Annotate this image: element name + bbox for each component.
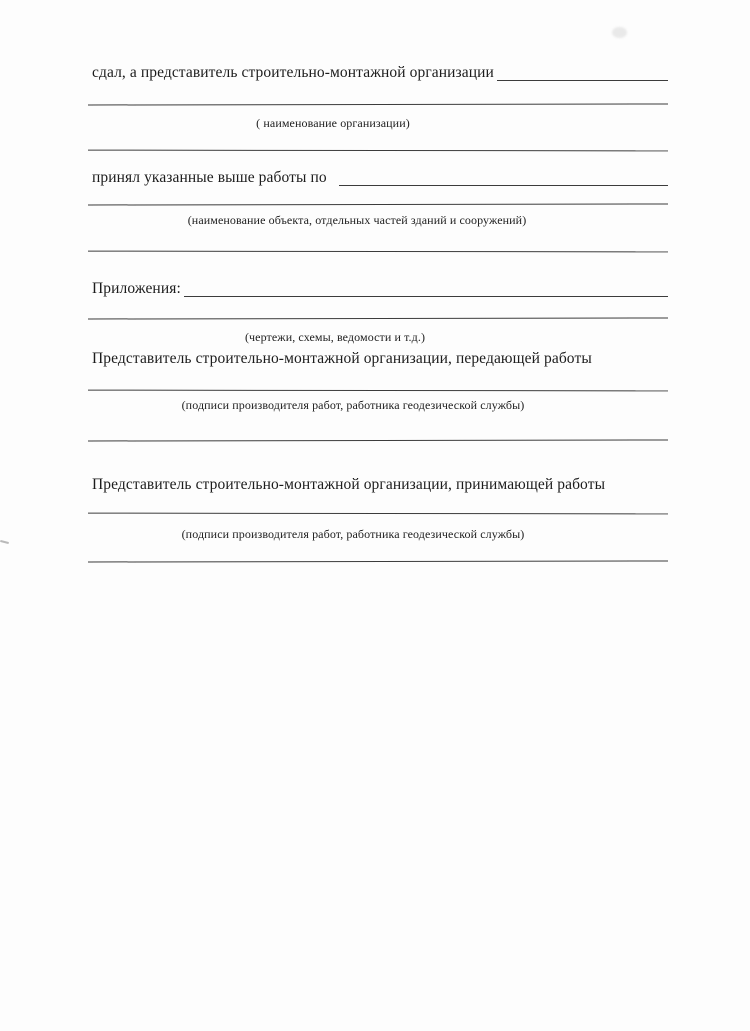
fill-line bbox=[88, 203, 668, 205]
scan-edge-mark bbox=[0, 540, 9, 544]
acceptance-clause-text: принял указанные выше работы по bbox=[92, 169, 327, 186]
accepting-representative-heading: Представитель строительно-монтажной организации, принимающей работы bbox=[92, 476, 606, 493]
organization-name-blank-field bbox=[497, 63, 668, 81]
attachments-caption: (чертежи, схемы, ведомости и т.д.) bbox=[244, 330, 426, 344]
object-name-blank-field bbox=[339, 168, 668, 186]
fill-line bbox=[88, 150, 668, 152]
transferring-signatures-caption: (подписи производителя работ, работника геодезической службы) bbox=[181, 398, 525, 412]
attachments-label: Приложения: bbox=[92, 280, 181, 297]
signature-line bbox=[88, 513, 668, 515]
attachments-row bbox=[92, 279, 668, 298]
signature-line bbox=[88, 560, 668, 562]
handover-clause-row bbox=[92, 63, 668, 82]
fill-line bbox=[88, 317, 668, 319]
transferring-representative-heading: Представитель строительно-монтажной организации, передающей работы bbox=[92, 350, 592, 367]
signature-line bbox=[88, 439, 668, 441]
object-name-caption: (наименование объекта, отдельных частей зданий и сооружений) bbox=[187, 213, 527, 227]
organization-name-caption: ( наименование организации) bbox=[256, 116, 410, 130]
fill-line bbox=[88, 251, 668, 253]
handover-clause-text: сдал, а представитель строительно-монтажной организации bbox=[92, 64, 494, 81]
accepting-signatures-caption: (подписи производителя работ, работника геодезической службы) bbox=[181, 527, 525, 541]
scan-smudge bbox=[612, 27, 627, 38]
fill-line bbox=[88, 103, 668, 105]
attachments-blank-field bbox=[184, 279, 668, 297]
acceptance-clause-row bbox=[92, 168, 668, 187]
signature-line bbox=[88, 390, 668, 392]
